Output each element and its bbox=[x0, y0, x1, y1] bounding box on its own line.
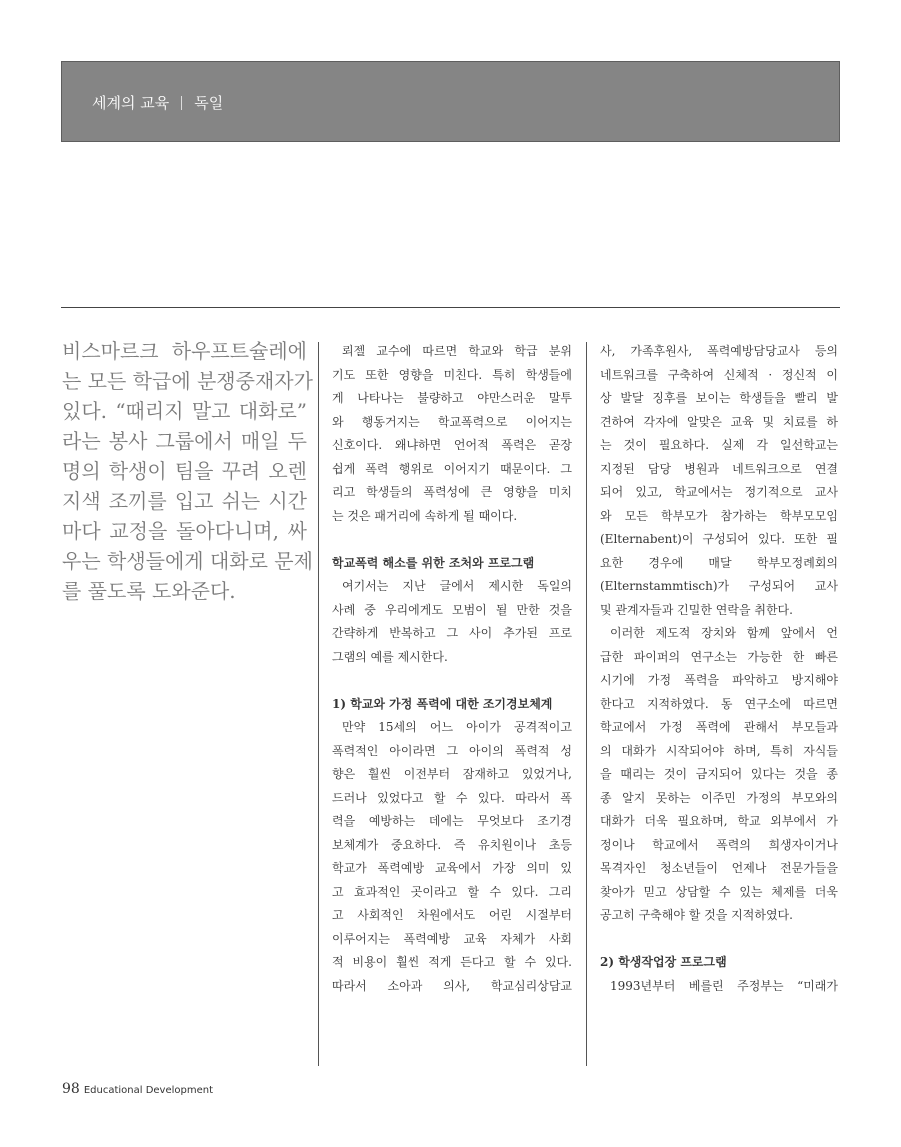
subsection-heading: 1) 학교와 가정 폭력에 대한 조기경보체계 bbox=[332, 696, 553, 711]
text-line: 네트워크를 구축하여 신체적 · 정신적 이 bbox=[600, 367, 838, 382]
text-line: 사, 가족후원사, 폭력예방담당교사 등의 bbox=[600, 344, 838, 358]
header-separator bbox=[181, 96, 182, 110]
subsection-heading: 2) 학생작업장 프로그램 bbox=[600, 955, 727, 969]
pull-quote-line: 마다 교정을 돌아다니며, 싸 bbox=[62, 519, 307, 543]
text-line: 되어 있고, 학교에서는 정기적으로 교사 bbox=[600, 485, 838, 499]
text-line: 뢰젤 교수에 따르면 학교와 학급 분위 bbox=[342, 344, 572, 358]
section-header-band bbox=[61, 61, 840, 142]
body-column-middle bbox=[332, 340, 572, 998]
paragraph bbox=[332, 716, 572, 998]
body-column-right bbox=[600, 340, 838, 998]
text-line: 견하여 각자에 알맞은 교육 및 치료를 하 bbox=[600, 414, 838, 429]
pull-quote-line: 비스마르크 하우프트슐레에 bbox=[62, 339, 307, 363]
text-line: 및 관계자들과 긴밀한 연락을 취한다. bbox=[600, 602, 793, 617]
text-line: 상 발달 징후를 보이는 학생들을 빨리 발 bbox=[600, 391, 838, 405]
journal-title: Educational Development bbox=[83, 1085, 214, 1096]
text-line: 폭력적인 아이라면 그 아이의 폭력적 성 bbox=[332, 743, 572, 758]
section-heading: 학교폭력 해소를 위한 조처와 프로그램 bbox=[332, 555, 535, 570]
pull-quote-line: 라는 봉사 그룹에서 매일 두 bbox=[62, 429, 307, 453]
text-line: 따라서 소아과 의사, 학교심리상담교 bbox=[332, 978, 572, 993]
paragraph bbox=[600, 622, 838, 928]
text-line: 정이나 학교에서 폭력의 희생자이거나 bbox=[600, 837, 838, 852]
spacer bbox=[332, 669, 572, 693]
paragraph bbox=[332, 340, 572, 528]
paragraph bbox=[332, 575, 572, 669]
text-line: 신호이다. 왜냐하면 언어적 폭력은 곧장 bbox=[332, 438, 572, 452]
text-line: 기도 또한 영향을 미친다. 특히 학생들에 bbox=[332, 367, 572, 382]
text-line: 쉽게 폭력 행위로 이어지기 때문이다. 그 bbox=[332, 461, 572, 476]
text-line: 와 행동거지는 학교폭력으로 이어지는 bbox=[332, 414, 572, 429]
page-number: 98 bbox=[62, 1081, 80, 1097]
column-divider-left bbox=[318, 342, 319, 1066]
text-line: 목격자인 청소년들이 언제나 전문가들을 bbox=[600, 861, 838, 875]
text-line: 보체계가 중요하다. 즉 유치원이나 초등 bbox=[332, 837, 572, 852]
pull-quote bbox=[62, 336, 313, 606]
text-line: 학교에서 가정 폭력에 관해서 부모들과 bbox=[600, 720, 838, 734]
text-line: 리고 학생들의 폭력성에 큰 영향을 미치 bbox=[332, 485, 572, 499]
text-line: 간략하게 반복하고 그 사이 추가된 프로 bbox=[332, 626, 572, 640]
section-country: 독일 bbox=[194, 94, 224, 112]
column-divider-right bbox=[586, 342, 587, 1066]
paragraph bbox=[600, 975, 838, 999]
text-line: 사례 중 우리에게도 모범이 될 만한 것을 bbox=[332, 602, 572, 617]
pull-quote-line: 있다. “때리지 말고 대화로” bbox=[62, 399, 307, 423]
text-line: 그램의 예를 제시한다. bbox=[332, 649, 448, 664]
text-line: 향은 훨씬 이전부터 잠재하고 있었거나, bbox=[332, 767, 572, 781]
text-line: 요한 경우에 매달 학부모정례회의 bbox=[600, 555, 838, 570]
text-line: 이루어지는 폭력예방 교육 자체가 사회 bbox=[332, 931, 572, 946]
page-footer bbox=[62, 1081, 213, 1097]
text-line: (Elternabent)이 구성되어 있다. 또한 필 bbox=[600, 532, 838, 546]
text-line: (Elternstammtisch)가 구성되어 교사 bbox=[600, 579, 838, 593]
section-header bbox=[92, 92, 223, 113]
text-line: 고 사회적인 차원에서도 어린 시절부터 bbox=[332, 908, 572, 922]
text-line: 력을 예방하는 데에는 무엇보다 조기경 bbox=[332, 814, 572, 828]
text-line: 만약 15세의 어느 아이가 공격적이고 bbox=[342, 720, 572, 734]
text-line: 대화가 더욱 필요하며, 학교 외부에서 가 bbox=[600, 814, 838, 828]
text-line: 지정된 담당 병원과 네트워크으로 연결 bbox=[600, 461, 838, 476]
spacer bbox=[332, 528, 572, 552]
text-line: 적 비용이 훨씬 적게 든다고 할 수 있다. bbox=[332, 955, 572, 969]
text-line: 여기서는 지난 글에서 제시한 독일의 bbox=[342, 579, 572, 593]
text-line: 게 나타나는 불량하고 야만스러운 말투 bbox=[332, 391, 572, 405]
text-line: 는 것은 패거리에 속하게 될 때이다. bbox=[332, 508, 518, 523]
text-line: 종 알지 못하는 이주민 가정의 부모와의 bbox=[600, 790, 838, 805]
spacer bbox=[600, 928, 838, 952]
pull-quote-line: 는 모든 학급에 분쟁중재자가 bbox=[62, 369, 313, 393]
top-rule bbox=[61, 307, 840, 308]
paragraph bbox=[600, 340, 838, 622]
text-line: 와 모든 학부모가 참가하는 학부모모임 bbox=[600, 508, 838, 523]
pull-quote-line: 우는 학생들에게 대화로 문제 bbox=[62, 549, 313, 573]
text-line: 공고히 구축해야 할 것을 지적하였다. bbox=[600, 908, 793, 922]
text-line: 는 것이 필요하다. 실제 각 일선학교는 bbox=[600, 438, 838, 452]
text-line: 1993년부터 베를린 주정부는 “미래가 bbox=[610, 978, 838, 993]
text-line: 학교가 폭력예방 교육에서 가장 의미 있 bbox=[332, 861, 572, 875]
text-line: 찾아가 믿고 상담할 수 있는 체제를 더욱 bbox=[600, 884, 838, 899]
text-line: 고 효과적인 곳이라고 할 수 있다. 그리 bbox=[332, 884, 572, 899]
section-title: 세계의 교육 bbox=[92, 94, 170, 112]
pull-quote-line: 를 풀도록 도와준다. bbox=[62, 579, 236, 603]
text-line: 을 때리는 것이 금지되어 있다는 것을 종 bbox=[600, 767, 838, 781]
text-line: 이러한 제도적 장치와 함께 앞에서 언 bbox=[610, 626, 838, 640]
text-line: 시기에 가정 폭력을 파악하고 방지해야 bbox=[600, 673, 838, 687]
text-line: 의 대화가 시작되어야 하며, 특히 자식들 bbox=[600, 743, 838, 758]
pull-quote-line: 지색 조끼를 입고 쉬는 시간 bbox=[62, 489, 307, 513]
pull-quote-line: 명의 학생이 팀을 꾸려 오렌 bbox=[62, 459, 307, 483]
text-line: 드러나 있었다고 할 수 있다. 따라서 폭 bbox=[332, 790, 572, 805]
text-line: 급한 파이퍼의 연구소는 가능한 한 빠른 bbox=[600, 649, 838, 664]
text-line: 한다고 지적하였다. 동 연구소에 따르면 bbox=[600, 696, 838, 711]
